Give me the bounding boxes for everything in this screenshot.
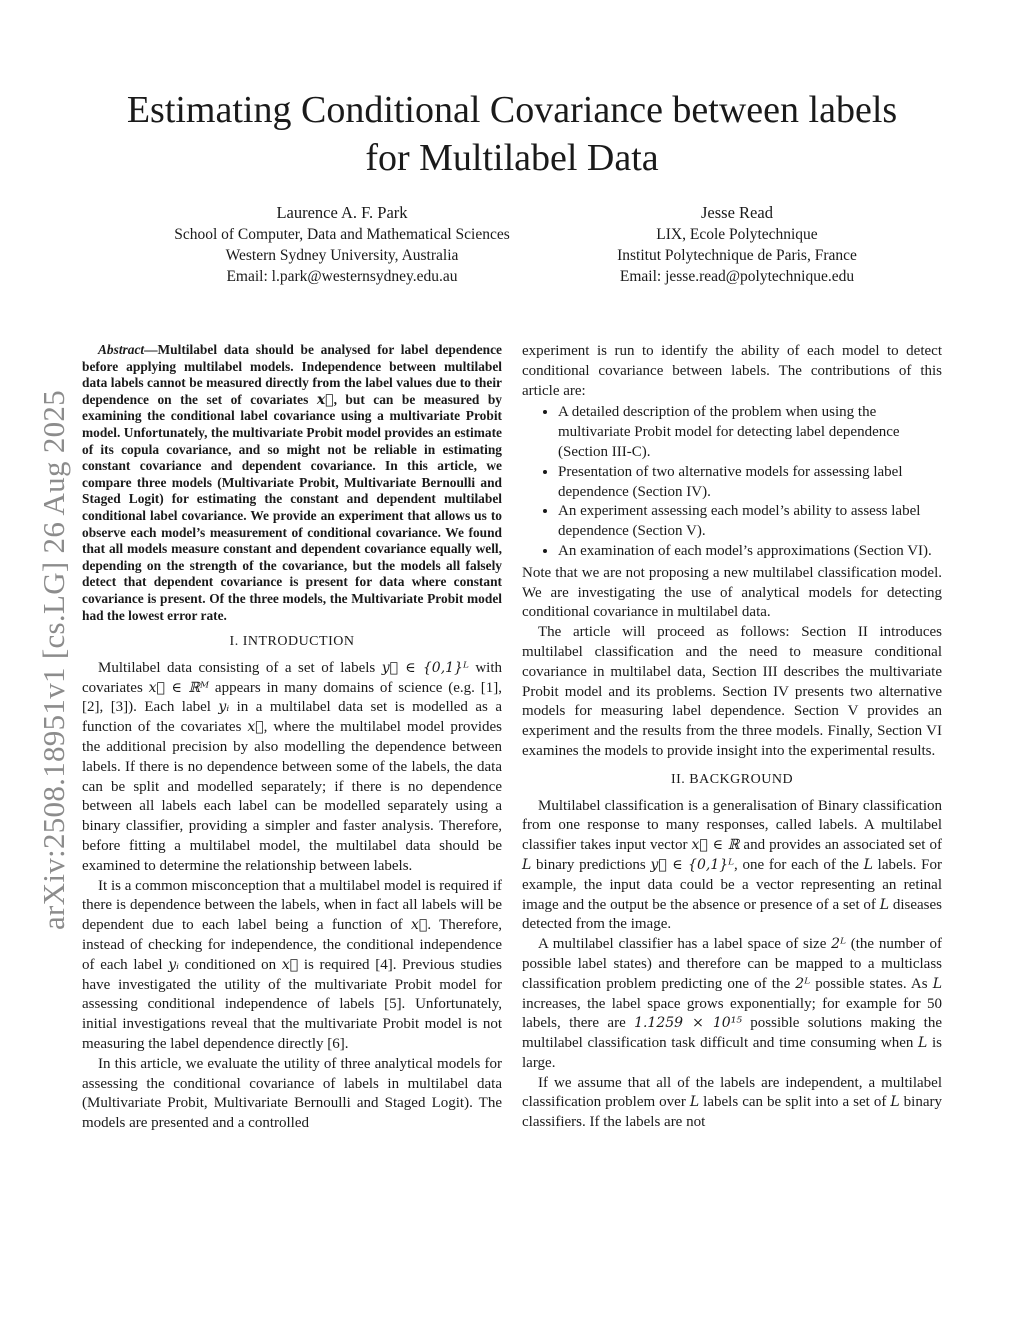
abstract-text: —Multilabel data should be analysed for label dependence before applying multilabel models. Independence between multilabel data labels cannot be measured directly from the label values due to their dependence on the set of covariates	[82, 342, 502, 407]
author-affiliation: Institut Polytechnique de Paris, France	[617, 247, 857, 264]
text-run: , one for each of the	[734, 856, 864, 873]
author-block-1	[132, 202, 552, 287]
text-run: diseases detected from the image.	[522, 896, 942, 933]
contributions-list	[522, 403, 942, 561]
math-inline: yᵢ	[168, 956, 179, 973]
text-run: A multilabel classifier has a label space of size	[538, 936, 832, 953]
text-run: possible states. As	[810, 975, 933, 992]
math-inline: y⃗ ∈ {0,1}ᴸ	[381, 659, 469, 676]
paper-title	[0, 86, 1024, 182]
math-inline: 2ᴸ	[831, 936, 846, 953]
body-paragraph: The article will proceed as follows: Section II introduces multilabel classification and the need to measure conditional covariance in multilabel data, Section III describes the multivariate Probit model and its problems. Section IV presents two alternative models for measuring label dependence. Section V provides an experiment and the results from the three models. Finally, Section VI examines the models to provide insight into the experimental results.	[522, 624, 942, 759]
math-inline: L	[879, 896, 890, 913]
arxiv-identifier: arXiv:2508.18951v1 [cs.LG] 26 Aug 2025	[36, 389, 71, 931]
math-inline: L	[863, 856, 873, 873]
math-inline: x⃗ ∈ ℝᴹ	[148, 679, 210, 696]
author-affiliation: School of Computer, Data and Mathematical Sciences	[174, 226, 510, 243]
list-item: • A detailed description of the problem when using the multivariate Probit model for detecting label dependence (Section III-C).	[558, 403, 942, 462]
text-run: binary predictions	[531, 856, 651, 873]
author-block-2	[527, 202, 947, 287]
math-inline: 1.1259 × 10¹⁵	[634, 1015, 742, 1032]
text-run: (the number of possible label states) and therefore can be mapped to a multiclass classification problem predicting one of the	[522, 936, 942, 992]
background-paragraph	[522, 935, 942, 1074]
math-inline: L	[932, 975, 942, 992]
background-paragraph	[522, 1074, 942, 1133]
title-line-1: Estimating Conditional Covariance between labels	[126, 89, 898, 131]
text-run: possible solutions making the multilabel classification task difficult and time consuming when	[522, 1015, 942, 1052]
background-paragraph	[522, 797, 942, 936]
intro-paragraph	[82, 659, 502, 877]
text-run: . Therefore, instead of checking for independence, the conditional independence of each label	[82, 917, 502, 973]
math-inline: x⃗	[411, 917, 428, 934]
section-heading-background: II. BACKGROUND	[670, 771, 794, 787]
text-run: Multilabel data consisting of a set of labels	[98, 659, 382, 676]
text-run: with covariates	[82, 659, 502, 696]
text-run: conditioned on	[178, 956, 282, 973]
abstract	[82, 342, 502, 624]
author-affiliation: Western Sydney University, Australia	[225, 247, 459, 264]
text-run: If we assume that all of the labels are independent, a multilabel classification problem over	[522, 1074, 942, 1111]
body-paragraph: Note that we are not proposing a new multilabel classification model. We are investigating the use of analytical models for detecting conditional covariance in multilabel data.	[522, 564, 942, 621]
math-inline: y⃗ ∈ {0,1}ᴸ	[650, 856, 734, 873]
list-item: • Presentation of two alternative models for assessing label dependence (Section IV).	[558, 463, 942, 503]
author-affiliation: LIX, Ecole Polytechnique	[656, 226, 818, 243]
text-run: labels. For example, the input data could be a vector representing an retinal image and the output be the absence or presence of a set of	[522, 856, 942, 913]
math-inline: x⃗ ∈ ℝ	[691, 837, 740, 854]
text-run: is required [4]. Previous studies have investigated the utility of the multivariate Probit model for assessing conditional independence of labels [5]. Unfortunately, initial investigations reveal that the multivariate Probit model is not measuring the label dependence directly [6].	[82, 956, 502, 1053]
title-line-2: for Multilabel Data	[365, 137, 659, 179]
math-inline: x⃗	[281, 956, 299, 973]
text-run: is large.	[522, 1035, 942, 1071]
math-inline: L	[918, 1035, 928, 1052]
author-name: Jesse Read	[701, 203, 773, 222]
intro-paragraph	[82, 877, 502, 1055]
intro-paragraph: In this article, we evaluate the utility of three analytical models for assessing the conditional covariance of labels in multilabel data (Multivariate Probit, Multivariate Bernoulli and Staged Logit). The models are presented and a controlled	[82, 1055, 502, 1132]
math-inline: yᵢ	[218, 699, 230, 716]
abstract-text: , but can be measured by examining the conditional label covariance using a multivariate Probit model. Unfortunately, the multivariate Probit model provides an estimate of its copula covariance, and so might not be reliable in estimating constant covariance and dependent covariance. In this article, we compare three models (Multivariate Probit, Multivariate Bernoulli and Staged Logit) for estimating the constant and dependent multilabel conditional label covariance. We provide an experiment that allows us to observe each model’s measurement of conditional covariance. We found that all models measure constant and dependent covariance equally well, depending on the strength of the covariance, but the models all falsely detect that dependent covariance is present for data where constant covariance is present. Of the three models, the Multivariate Probit model had the lowest error rate.	[82, 391, 502, 623]
left-column	[82, 342, 502, 1134]
body-paragraph: experiment is run to identify the ability of each model to detect conditional covariance between labels. The contributions of this article are:	[522, 343, 942, 399]
author-email: Email: jesse.read@polytechnique.edu	[619, 268, 855, 285]
section-heading-introduction: I. INTRODUCTION	[229, 634, 355, 650]
math-inline: 2ᴸ	[795, 975, 811, 992]
text-run: and provides an associated set of	[739, 837, 942, 854]
math-inline: L	[689, 1094, 700, 1111]
text-run: binary classifiers. If the labels are not	[522, 1094, 943, 1131]
author-email: Email: l.park@westernsydney.edu.au	[226, 268, 458, 285]
text-run: labels can be split into a set of	[699, 1094, 891, 1111]
math-inline: x⃗	[247, 719, 264, 736]
text-run: , where the multilabel model provides the additional precision by also modelling the dependence between labels. If there is no dependence between some of the labels, the data can be split and modelled separately; if there is no dependence between all labels each label can be modelled separately using a binary classifier, providing a simpler and faster analysis. Therefore, before fitting a multilabel model, the multilabel data should be examined to determine the relationship between labels.	[82, 719, 502, 874]
right-column	[522, 342, 942, 1133]
text-run: appears in many domains of science (e.g. [1], [2], [3]). Each label	[82, 679, 502, 716]
abstract-label: Abstract	[98, 342, 145, 357]
math-inline: L	[890, 1094, 900, 1111]
text-run: It is a common misconception that a multilabel model is required if there is dependence between the labels, when in fact all labels will be dependent due to each label being a function of	[82, 877, 502, 934]
list-item: • An experiment assessing each model’s ability to assess label dependence (Section V).	[558, 502, 942, 542]
list-item: • An examination of each model’s approximations (Section VI).	[558, 542, 942, 562]
math-symbol: x⃗	[316, 391, 334, 408]
text-run: Multilabel classification is a generalisation of Binary classification from one response to many responses, called labels. A multilabel classifier takes input vector	[522, 797, 942, 854]
author-name: Laurence A. F. Park	[276, 203, 408, 222]
math-inline: L	[522, 856, 532, 873]
text-run: increases, the label space grows exponentially; for example for 50 labels, there are	[522, 995, 942, 1032]
text-run: in a multilabel data set is modelled as a function of the covariates	[82, 699, 502, 736]
